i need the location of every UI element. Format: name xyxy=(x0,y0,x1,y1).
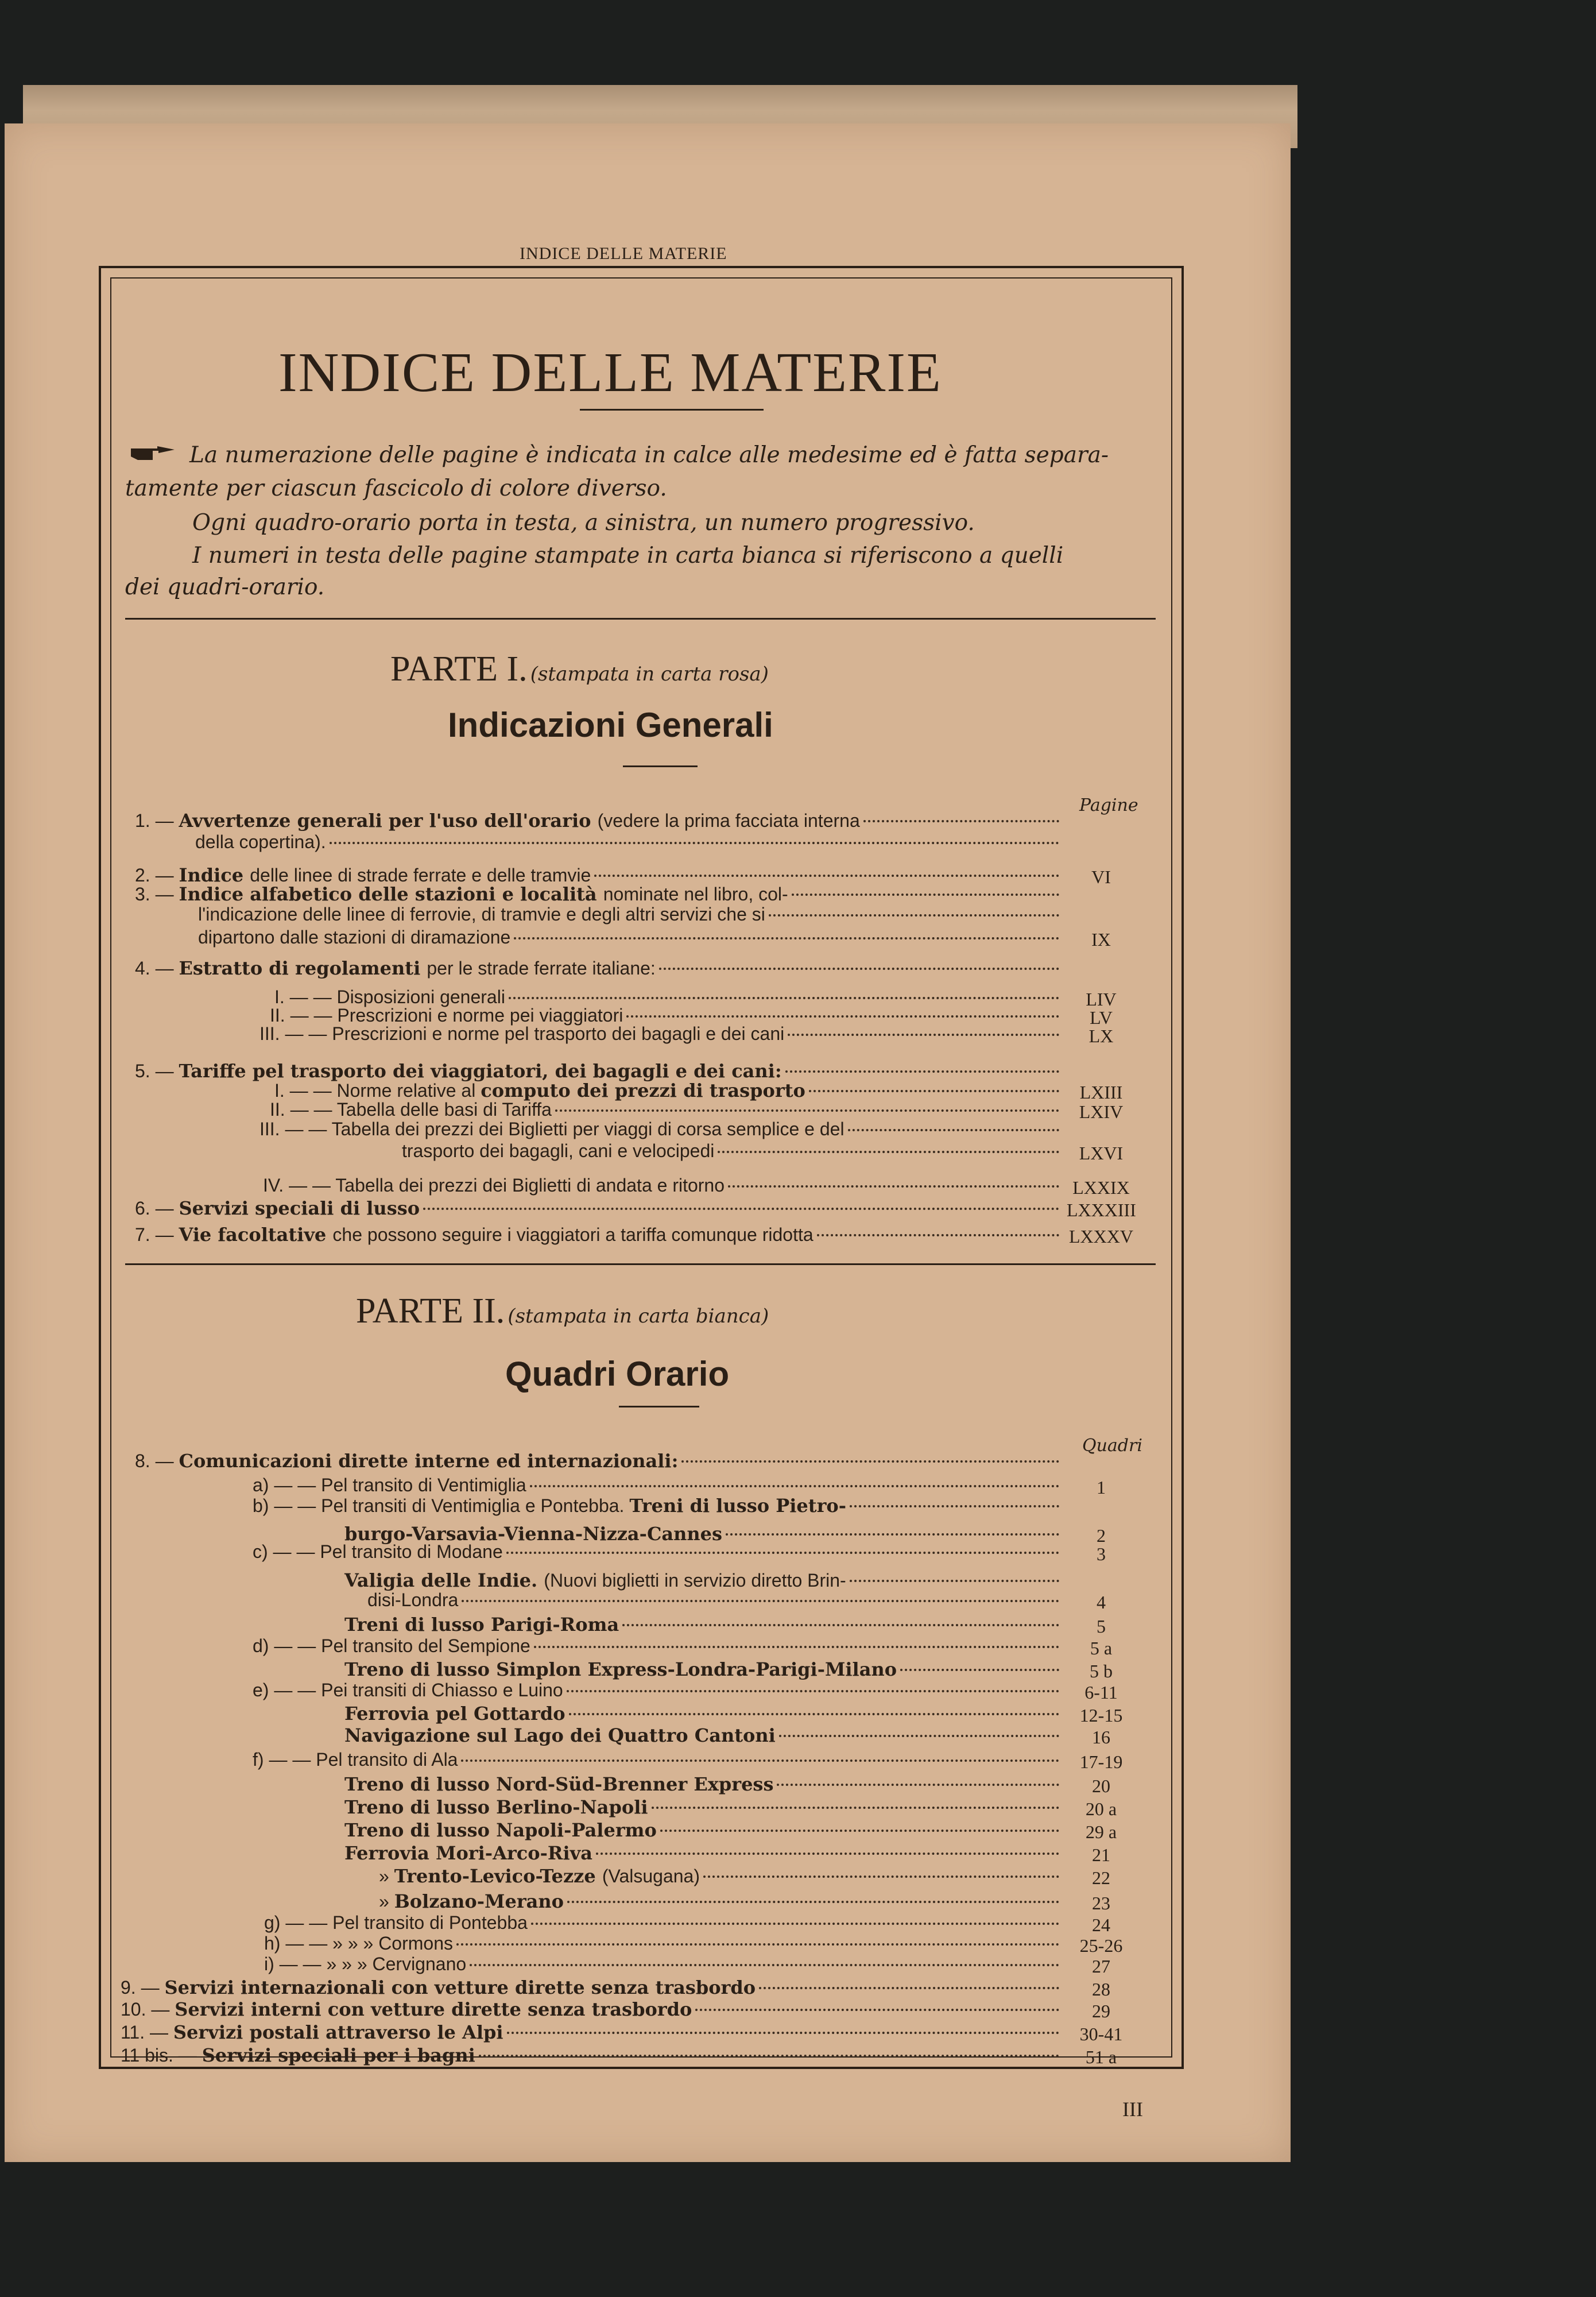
part1-heading xyxy=(390,649,769,690)
part2-page-ref: 3 xyxy=(1097,1544,1106,1564)
part2-page-ref: 17-19 xyxy=(1079,1751,1123,1772)
part2-page-ref: 4 xyxy=(1097,1592,1106,1612)
part2-page-ref: 22 xyxy=(1092,1867,1110,1888)
entry-bold-text: Estratto di regolamenti xyxy=(179,957,427,979)
part2-rule xyxy=(619,1406,699,1407)
leader-dots xyxy=(809,1090,1059,1092)
entry-text: — Pei transiti di Chiasso e Luino xyxy=(297,1680,563,1700)
leader-dots xyxy=(622,1624,1059,1626)
entry-text: nominate nel libro, col- xyxy=(603,884,788,904)
entry-bold-text: Servizi internazionali con vetture dirette senza trasbordo xyxy=(164,1977,756,1998)
part1-page-ref: LXIII xyxy=(1079,1082,1123,1103)
part2-entry xyxy=(121,2021,503,2043)
part2-entry xyxy=(344,1796,648,1818)
part2-entry xyxy=(253,1541,503,1563)
leader-dots xyxy=(817,1234,1059,1236)
leader-dots xyxy=(423,1208,1059,1210)
part2-column-head: Quadri xyxy=(1082,1436,1142,1456)
entry-bold-text: Comunicazioni dirette interne ed internazionali: xyxy=(179,1450,679,1472)
entry-bold-text: Servizi speciali per i bagni xyxy=(202,2044,475,2066)
leader-dots xyxy=(728,1185,1059,1188)
part1-entry xyxy=(259,1023,784,1045)
part1-entry xyxy=(135,1197,420,1219)
part2-entry xyxy=(379,1865,700,1887)
leader-dots xyxy=(461,1760,1059,1762)
entry-text: — Norme relative al xyxy=(313,1080,481,1101)
part2-page-ref: 29 xyxy=(1092,2001,1110,2021)
part2-entry xyxy=(379,1890,564,1912)
intro-divider xyxy=(125,618,1156,620)
entry-number: IV. — xyxy=(263,1175,312,1196)
leader-dots xyxy=(848,1129,1059,1131)
entry-text: (Valsugana) xyxy=(602,1866,700,1886)
leader-dots xyxy=(769,914,1059,917)
entry-text: che possono seguire i viaggiatori a tariffa comunque ridotta xyxy=(332,1224,814,1245)
entry-text: — Pel transito di Pontebba xyxy=(309,1912,528,1933)
intro-line-4: I numeri in testa delle pagine stampate in carta bianca si riferiscono a quelli xyxy=(192,543,1064,569)
leader-dots xyxy=(703,1876,1059,1878)
entry-number: 3. — xyxy=(135,884,179,904)
leader-dots xyxy=(470,1964,1059,1966)
part-divider xyxy=(125,1263,1156,1265)
entry-bold-text: Servizi postali attraverso le Alpi xyxy=(173,2021,503,2043)
entry-number: II. — xyxy=(270,1099,314,1120)
part1-page-ref: LXIV xyxy=(1079,1101,1124,1122)
entry-bold-text: Vie facoltative xyxy=(179,1224,333,1246)
entry-number: I. — xyxy=(274,987,313,1007)
part2-entry xyxy=(344,1569,846,1591)
part2-page-ref: 5 xyxy=(1097,1616,1106,1637)
entry-number: III. — xyxy=(259,1023,309,1044)
entry-bold-text: Tariffe pel trasporto dei viaggiatori, dei bagagli e dei cani: xyxy=(179,1060,782,1082)
part2-entry xyxy=(344,1819,657,1841)
part1-entry xyxy=(135,1224,814,1246)
part1-entry xyxy=(263,1175,725,1196)
part2-entry xyxy=(121,1977,756,1998)
part2-page-ref: 21 xyxy=(1092,1844,1110,1865)
part2-page-ref: 25-26 xyxy=(1079,1935,1123,1956)
part1-column-head: Pagine xyxy=(1079,795,1138,815)
part1-page-ref: LIV xyxy=(1086,989,1117,1010)
part1-entry xyxy=(135,810,860,832)
running-head: INDICE DELLE MATERIE xyxy=(520,244,727,263)
entry-bold-text: Treni di lusso Parigi-Roma xyxy=(344,1614,619,1635)
leader-dots xyxy=(509,997,1059,999)
part1-page-ref: LX xyxy=(1088,1026,1114,1046)
part2-entry xyxy=(135,1450,678,1472)
part1-subtitle: Indicazioni Generali xyxy=(448,706,773,744)
part2-page-ref: 5 b xyxy=(1090,1661,1113,1681)
leader-dots xyxy=(479,2055,1059,2057)
part2-entry xyxy=(264,1912,528,1933)
entry-bold-text: Valigia delle Indie. xyxy=(344,1569,544,1591)
part2-page-ref: 20 xyxy=(1092,1776,1110,1796)
entry-number: h) — xyxy=(264,1933,309,1954)
entry-number: d) — xyxy=(253,1635,298,1656)
leader-dots xyxy=(759,1987,1059,1989)
part1-page-ref: LXXXIII xyxy=(1067,1200,1136,1220)
leader-dots xyxy=(506,1552,1059,1554)
entry-bold-text: Indice xyxy=(179,864,250,886)
leader-dots xyxy=(462,1600,1059,1602)
part2-note: (stampata in carta bianca) xyxy=(508,1305,769,1328)
part2-page-ref: 16 xyxy=(1092,1727,1110,1747)
part2-page-ref: 51 a xyxy=(1085,2047,1117,2067)
entry-text: per le strade ferrate italiane: xyxy=(427,958,656,979)
entry-bold-text: Treni di lusso Pietro- xyxy=(629,1495,847,1517)
entry-text: (Nuovi biglietti in servizio diretto Brin- xyxy=(544,1570,846,1591)
part2-page-ref: 5 a xyxy=(1090,1638,1113,1658)
part1-entry xyxy=(135,883,788,905)
entry-number: f) — xyxy=(253,1749,293,1770)
part2-entry xyxy=(344,1658,897,1680)
part1-rule xyxy=(623,765,698,767)
entry-number: 10. — xyxy=(121,1999,175,2020)
leader-dots xyxy=(779,1735,1059,1737)
part2-page-ref: 29 a xyxy=(1085,1822,1117,1842)
part2-page-ref: 2 xyxy=(1097,1525,1106,1546)
part2-entry xyxy=(264,1933,453,1954)
entry-number: e) — xyxy=(253,1680,298,1700)
entry-number: 11 bis. — xyxy=(121,2045,202,2066)
part2-entry xyxy=(344,1773,773,1795)
entry-bold-text: Treno di lusso Nord-Süd-Brenner Express xyxy=(344,1773,774,1795)
part1-entry-continuation xyxy=(198,927,510,948)
part1-page-ref: VI xyxy=(1091,867,1111,887)
title-rule xyxy=(580,409,764,411)
ditto-mark: » xyxy=(379,1891,394,1912)
part2-entry xyxy=(344,1703,565,1724)
intro-line-2: tamente per ciascun fascicolo di colore diverso. xyxy=(125,475,667,501)
entry-text: — Tabella dei prezzi dei Biglietti di andata e ritorno xyxy=(312,1175,725,1196)
entry-number: 4. — xyxy=(135,958,179,979)
leader-dots xyxy=(785,1070,1059,1073)
intro-line-3: Ogni quadro-orario porta in testa, a sinistra, un numero progressivo. xyxy=(192,510,975,536)
part1-entry-continuation xyxy=(195,832,326,853)
part2-page-ref: 24 xyxy=(1092,1915,1110,1935)
entry-number: a) — xyxy=(253,1475,298,1495)
entry-text: — Pel transito di Ala xyxy=(292,1749,458,1770)
entry-number: 1. — xyxy=(135,810,179,831)
leader-dots xyxy=(569,1713,1059,1715)
leader-dots xyxy=(531,1923,1059,1925)
entry-number: 5. — xyxy=(135,1061,179,1081)
part1-entry xyxy=(135,957,656,979)
page-folio: III xyxy=(1122,2098,1143,2121)
part2-page-ref: 23 xyxy=(1092,1893,1110,1913)
leader-dots xyxy=(507,2032,1059,2034)
entry-text: — Tabella dei prezzi dei Biglietti per viaggi di corsa semplice e del xyxy=(308,1119,845,1139)
part1-entry xyxy=(274,1080,805,1101)
entry-bold-text: Bolzano-Merano xyxy=(394,1890,564,1912)
entry-bold-text: Servizi speciali di lusso xyxy=(179,1197,420,1219)
leader-dots xyxy=(456,1943,1059,1946)
part1-page-ref: LXXIX xyxy=(1072,1177,1130,1198)
entry-number: c) — xyxy=(253,1541,297,1562)
part2-page-ref: 1 xyxy=(1097,1477,1106,1498)
part2-label: PARTE II. xyxy=(356,1291,505,1331)
leader-dots xyxy=(695,2009,1059,2011)
leader-dots xyxy=(567,1901,1059,1903)
leader-dots xyxy=(850,1580,1059,1582)
part1-label: PARTE I. xyxy=(390,649,528,689)
entry-bold-text: Servizi interni con vetture dirette senza trasbordo xyxy=(175,1998,692,2020)
leader-dots xyxy=(530,1485,1059,1487)
entry-bold-text: Indice alfabetico delle stazioni e località xyxy=(179,883,603,905)
continuation-text: l'indicazione delle linee di ferrovie, di tramvie e degli altri servizi che si xyxy=(198,904,765,925)
pointing-hand-icon xyxy=(130,445,176,462)
leader-dots xyxy=(718,1151,1059,1153)
intro-line-1: La numerazione delle pagine è indicata in calce alle medesime ed è fatta separa- xyxy=(189,442,1109,468)
leader-dots xyxy=(863,820,1059,822)
continuation-text: trasporto dei bagagli, cani e velocipedi xyxy=(402,1140,715,1161)
part2-entry xyxy=(121,1998,692,2020)
part2-entry xyxy=(253,1749,458,1770)
part1-note: (stampata in carta rosa) xyxy=(530,663,769,686)
part2-page-ref: 12-15 xyxy=(1079,1705,1123,1726)
part2-entry xyxy=(344,1842,592,1864)
part1-entry-continuation xyxy=(198,904,765,925)
entry-bold-text: computo dei prezzi di trasporto xyxy=(481,1080,805,1101)
entry-text: — » » » Cormons xyxy=(309,1933,453,1954)
entry-text: — Pel transito di Modane xyxy=(296,1541,503,1562)
entry-text: — Pel transiti di Ventimiglia e Pontebba. xyxy=(297,1495,630,1516)
entry-number: 2. — xyxy=(135,865,179,885)
continuation-text: burgo-Varsavia-Vienna-Nizza-Cannes xyxy=(344,1523,723,1545)
leader-dots xyxy=(652,1807,1059,1809)
entry-text: — Disposizioni generali xyxy=(313,987,505,1007)
ditto-mark: » xyxy=(379,1866,394,1886)
leader-dots xyxy=(788,1034,1059,1036)
leader-dots xyxy=(726,1533,1059,1536)
leader-dots xyxy=(567,1690,1059,1692)
part2-heading xyxy=(356,1291,769,1332)
part1-entry xyxy=(135,1060,782,1082)
part2-entry xyxy=(264,1954,466,1975)
leader-dots xyxy=(626,1015,1059,1018)
part2-entry xyxy=(253,1475,526,1496)
leader-dots xyxy=(900,1669,1059,1671)
entry-bold-text: Trento-Levico-Tezze xyxy=(394,1865,602,1887)
part2-entry xyxy=(344,1724,776,1746)
entry-text: — Prescrizioni e norme pel trasporto dei bagagli e dei cani xyxy=(308,1023,785,1044)
leader-dots xyxy=(555,1109,1059,1112)
entry-text: — Pel transito di Ventimiglia xyxy=(297,1475,526,1495)
continuation-text: dipartono dalle stazioni di diramazione xyxy=(198,927,511,948)
part2-page-ref: 27 xyxy=(1092,1956,1110,1977)
continuation-text: disi-Londra xyxy=(367,1590,459,1610)
entry-bold-text: Treno di lusso Simplon Express-Londra-Parigi-Milano xyxy=(344,1658,897,1680)
part1-entry xyxy=(259,1119,845,1140)
leader-dots xyxy=(596,1853,1059,1855)
leader-dots xyxy=(792,894,1059,896)
part2-entry xyxy=(344,1614,619,1635)
entry-number: i) — xyxy=(264,1954,303,1974)
entry-text: — Prescrizioni e norme pei viaggiatori xyxy=(313,1005,623,1026)
part1-page-ref: LV xyxy=(1090,1007,1113,1028)
leader-dots xyxy=(660,1830,1059,1832)
part2-entry xyxy=(253,1495,846,1517)
part2-entry xyxy=(253,1635,530,1657)
entry-text: — Pel transito del Sempione xyxy=(297,1635,530,1656)
part2-entry xyxy=(253,1680,563,1701)
entry-text: (vedere la prima facciata interna xyxy=(597,810,860,831)
part2-page-ref: 28 xyxy=(1092,1979,1110,2000)
part2-entry-continuation xyxy=(367,1590,458,1611)
entry-bold-text: Ferrovia Mori-Arco-Riva xyxy=(344,1842,592,1864)
part1-page-ref: LXXXV xyxy=(1069,1226,1133,1247)
leader-dots xyxy=(681,1460,1059,1463)
entry-number: 7. — xyxy=(135,1224,179,1245)
entry-number: 6. — xyxy=(135,1198,179,1219)
part1-page-ref: IX xyxy=(1091,929,1111,950)
part2-subtitle: Quadri Orario xyxy=(505,1355,730,1393)
leader-dots xyxy=(330,842,1059,844)
part2-page-ref: 20 a xyxy=(1085,1799,1117,1819)
leader-dots xyxy=(594,875,1059,877)
entry-number: 9. — xyxy=(121,1977,165,1998)
entry-number: III. — xyxy=(259,1119,309,1139)
leader-dots xyxy=(534,1646,1059,1648)
entry-number: b) — xyxy=(253,1495,298,1516)
entry-text: — » » » Cervignano xyxy=(303,1954,467,1974)
entry-text: delle linee di strade ferrate e delle tramvie xyxy=(250,865,591,885)
entry-bold-text: Ferrovia pel Gottardo xyxy=(344,1703,565,1724)
continuation-text: della copertina). xyxy=(195,832,326,852)
part1-entry-continuation xyxy=(402,1140,714,1162)
intro-line-5: dei quadri-orario. xyxy=(125,574,325,600)
entry-bold-text: Avvertenze generali per l'uso dell'orario xyxy=(179,810,598,832)
entry-bold-text: Treno di lusso Berlino-Napoli xyxy=(344,1796,648,1818)
entry-number: 11. — xyxy=(121,2022,173,2043)
entry-number: I. — xyxy=(274,1080,313,1101)
part2-page-ref: 30-41 xyxy=(1079,2024,1123,2044)
part1-page-ref: LXVI xyxy=(1079,1143,1124,1163)
part2-entry xyxy=(121,2044,475,2066)
entry-number: 8. — xyxy=(135,1451,179,1471)
leader-dots xyxy=(659,968,1059,970)
leader-dots xyxy=(514,937,1059,939)
entry-bold-text: Navigazione sul Lago dei Quattro Cantoni xyxy=(344,1724,776,1746)
entry-text: — Tabella delle basi di Tariffa xyxy=(313,1099,552,1120)
page-title: INDICE DELLE MATERIE xyxy=(278,342,942,404)
part1-entry xyxy=(270,1099,552,1120)
part2-page-ref: 6-11 xyxy=(1084,1682,1118,1703)
leader-dots xyxy=(850,1505,1059,1507)
entry-bold-text: Treno di lusso Napoli-Palermo xyxy=(344,1819,657,1841)
entry-number: g) — xyxy=(264,1912,309,1933)
leader-dots xyxy=(777,1784,1059,1786)
entry-number: II. — xyxy=(270,1005,314,1026)
